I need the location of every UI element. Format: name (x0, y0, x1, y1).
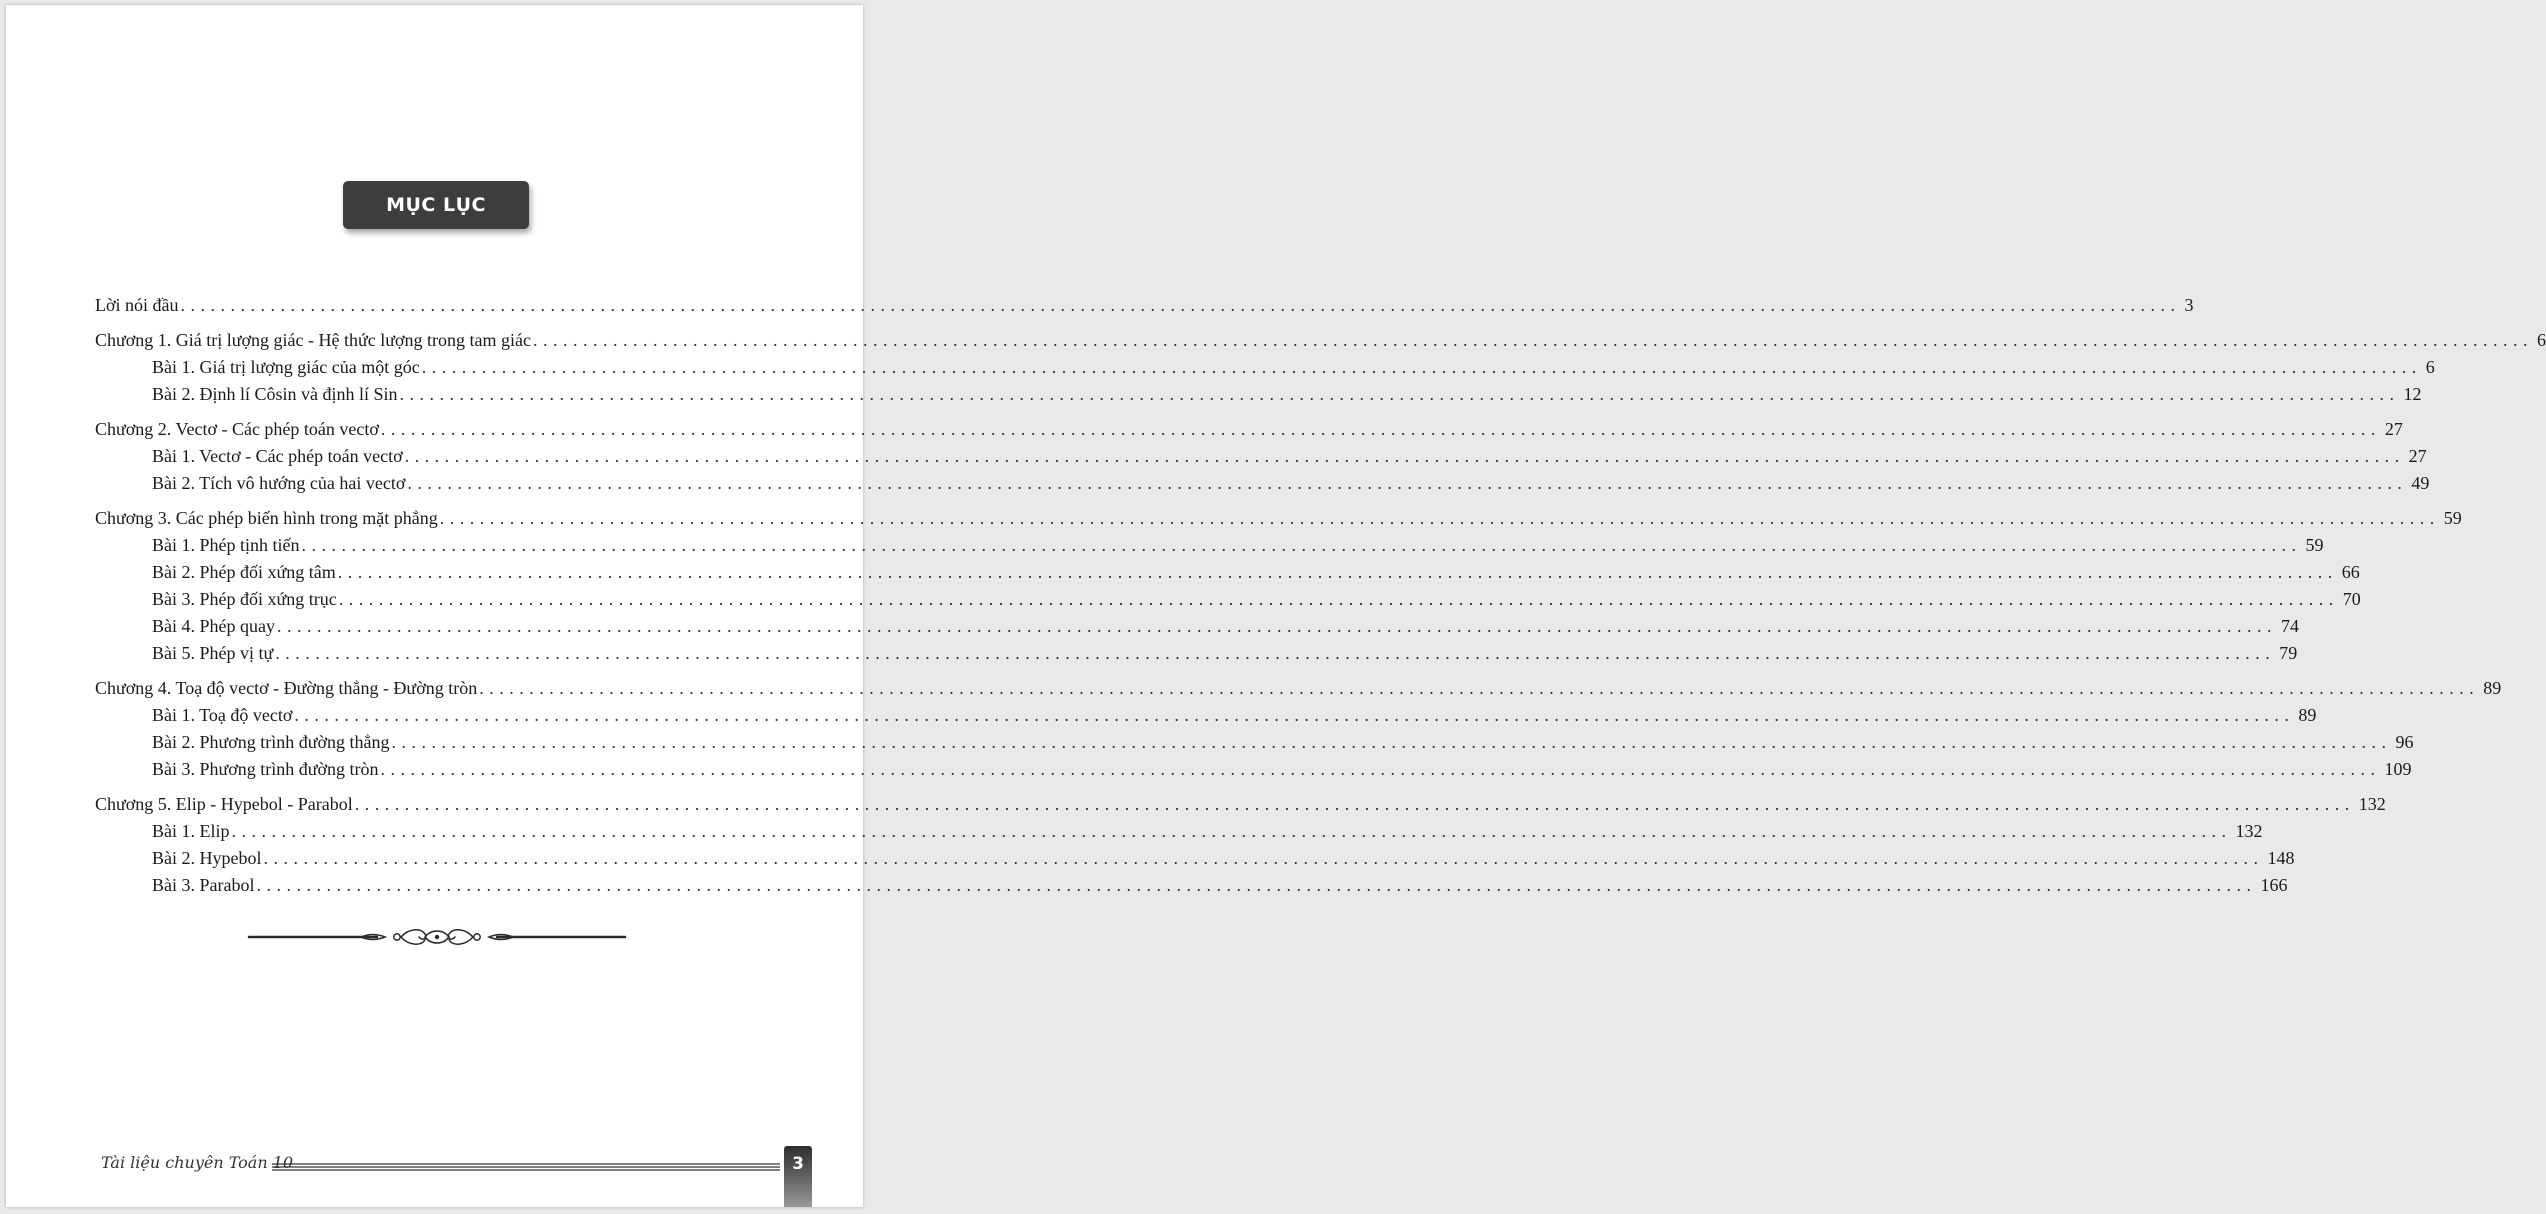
toc-leader-dots: ........................................................................................................................................................................................................ (231, 821, 2232, 841)
toc-chapter-entry[interactable] (95, 330, 2546, 357)
footer-rule (272, 1162, 780, 1172)
toc-leader-dots: ........................................................................................................................................................................................................ (533, 330, 2533, 350)
toc-section-entry[interactable] (95, 643, 2298, 670)
toc-entry-label: Bài 2. Tích vô hướng của hai vectơ (152, 473, 406, 493)
toc-chapter-entry[interactable] (95, 508, 2462, 535)
toc-entry-label: Bài 2. Phương trình đường thẳng (152, 732, 390, 752)
toc-leader-dots: ........................................................................................................................................................................................................ (391, 732, 2392, 752)
toc-leader-dots: ........................................................................................................................................................................................................ (439, 508, 2440, 528)
toc-entry-label: Bài 2. Hypebol (152, 848, 262, 868)
toc-leader-dots: ........................................................................................................................................................................................................ (337, 562, 2338, 582)
toc-entry-page: 6 (2537, 330, 2546, 350)
toc-section-entry[interactable] (95, 562, 2360, 589)
toc-entry-page: 166 (2260, 875, 2288, 895)
toc-entry-label: Bài 2. Phép đối xứng tâm (152, 562, 336, 582)
toc-entry-page: 79 (2279, 643, 2298, 663)
toc-section-entry[interactable] (95, 732, 2414, 759)
toc-entry-label: Bài 5. Phép vị tự (152, 643, 274, 663)
toc-entry-label: Bài 2. Định lí Côsin và định lí Sin (152, 384, 398, 404)
toc-entry-page: 132 (2358, 794, 2386, 814)
toc-leader-dots: ........................................................................................................................................................................................................ (294, 705, 2295, 725)
toc-leader-dots: ........................................................................................................................................................................................................ (263, 848, 2264, 868)
toc-leader-dots: ........................................................................................................................................................................................................ (354, 794, 2355, 814)
toc-entry-page: 12 (2403, 384, 2422, 404)
toc-title: MỤC LỤC (386, 194, 486, 216)
toc-section-entry[interactable] (95, 616, 2299, 643)
toc-entry-label: Bài 1. Vectơ - Các phép toán vectơ (152, 446, 403, 466)
toc-entry-page: 6 (2425, 357, 2435, 377)
toc-entry-label: Lời nói đầu (95, 295, 179, 315)
toc-entry-page: 132 (2235, 821, 2263, 841)
toc-leader-dots: ........................................................................................................................................................................................................ (421, 357, 2422, 377)
toc-leader-dots: ........................................................................................................................................................................................................ (275, 643, 2276, 663)
toc-entry-label: Bài 4. Phép quay (152, 616, 275, 636)
toc-entry-page: 27 (2408, 446, 2427, 466)
toc-entry-label: Bài 1. Phép tịnh tiến (152, 535, 300, 555)
toc-entry-label: Bài 3. Parabol (152, 875, 255, 895)
toc-entry-label: Chương 5. Elip - Hypebol - Parabol (95, 794, 353, 814)
toc-section-entry[interactable] (95, 384, 2422, 411)
toc-leader-dots: ........................................................................................................................................................................................................ (301, 535, 2302, 555)
toc-leader-dots: ........................................................................................................................................................................................................ (479, 678, 2480, 698)
toc-entry-label: Chương 4. Toạ độ vectơ - Đường thẳng - Đường tròn (95, 678, 478, 698)
toc-entry-page: 74 (2281, 616, 2299, 636)
toc-chapter-entry[interactable] (95, 419, 2403, 446)
toc-entry-page: 27 (2384, 419, 2403, 439)
toc-entry-label: Bài 1. Giá trị lượng giác của một góc (152, 357, 420, 377)
toc-title-box (343, 181, 529, 229)
toc-leader-dots: ........................................................................................................................................................................................................ (407, 473, 2408, 493)
toc-leader-dots: ........................................................................................................................................................................................................ (338, 589, 2339, 609)
toc-entry-page: 148 (2267, 848, 2295, 868)
toc-entry-page: 59 (2305, 535, 2324, 555)
toc-section-entry[interactable] (95, 357, 2435, 384)
toc-entry-page: 89 (2298, 705, 2317, 725)
toc-leader-dots: ........................................................................................................................................................................................................ (256, 875, 2257, 895)
toc-section-entry[interactable] (95, 589, 2361, 616)
toc-entry-page: 109 (2384, 759, 2412, 779)
toc-section-entry[interactable] (95, 821, 2263, 848)
page-number-tab (784, 1146, 812, 1207)
table-of-contents (95, 295, 2546, 902)
toc-section-entry[interactable] (95, 535, 2324, 562)
toc-leader-dots: ........................................................................................................................................................................................................ (380, 759, 2381, 779)
toc-entry-label: Bài 1. Elip (152, 821, 230, 841)
toc-section-entry[interactable] (95, 446, 2427, 473)
toc-entry-label: Chương 1. Giá trị lượng giác - Hệ thức lượng trong tam giác (95, 330, 531, 350)
toc-section-entry[interactable] (95, 759, 2412, 786)
toc-section-entry[interactable] (95, 875, 2288, 902)
toc-leader-dots: ........................................................................................................................................................................................................ (399, 384, 2400, 404)
toc-entry-page: 59 (2443, 508, 2462, 528)
toc-entry-page: 66 (2341, 562, 2360, 582)
toc-entry-page: 70 (2342, 589, 2361, 609)
toc-section-entry[interactable] (95, 473, 2430, 500)
toc-entry-page: 3 (2184, 295, 2194, 315)
toc-section-entry[interactable] (95, 848, 2295, 875)
toc-entry-page: 89 (2483, 678, 2502, 698)
toc-entry-page: 49 (2411, 473, 2430, 493)
footer-book-title: Tài liệu chuyên Toán 10 (101, 1153, 294, 1172)
toc-leader-dots: ........................................................................................................................................................................................................ (277, 616, 2277, 636)
toc-entry-label: Bài 3. Phép đối xứng trục (152, 589, 337, 609)
toc-chapter-entry[interactable] (95, 295, 2194, 322)
toc-entry-label: Bài 1. Toạ độ vectơ (152, 705, 293, 725)
document-page (6, 5, 2546, 1207)
toc-chapter-entry[interactable] (95, 678, 2502, 705)
toc-entry-page: 96 (2395, 732, 2414, 752)
toc-entry-label: Bài 3. Phương trình đường tròn (152, 759, 379, 779)
toc-leader-dots: ........................................................................................................................................................................................................ (404, 446, 2405, 466)
toc-leader-dots: ........................................................................................................................................................................................................ (180, 295, 2181, 315)
toc-chapter-entry[interactable] (95, 794, 2386, 821)
toc-section-entry[interactable] (95, 705, 2317, 732)
toc-entry-label: Chương 3. Các phép biến hình trong mặt phẳng (95, 508, 438, 528)
toc-entry-label: Chương 2. Vectơ - Các phép toán vectơ (95, 419, 379, 439)
scroll-flourish-icon (249, 925, 625, 949)
toc-leader-dots: ........................................................................................................................................................................................................ (380, 419, 2381, 439)
page-number: 3 (792, 1154, 804, 1174)
